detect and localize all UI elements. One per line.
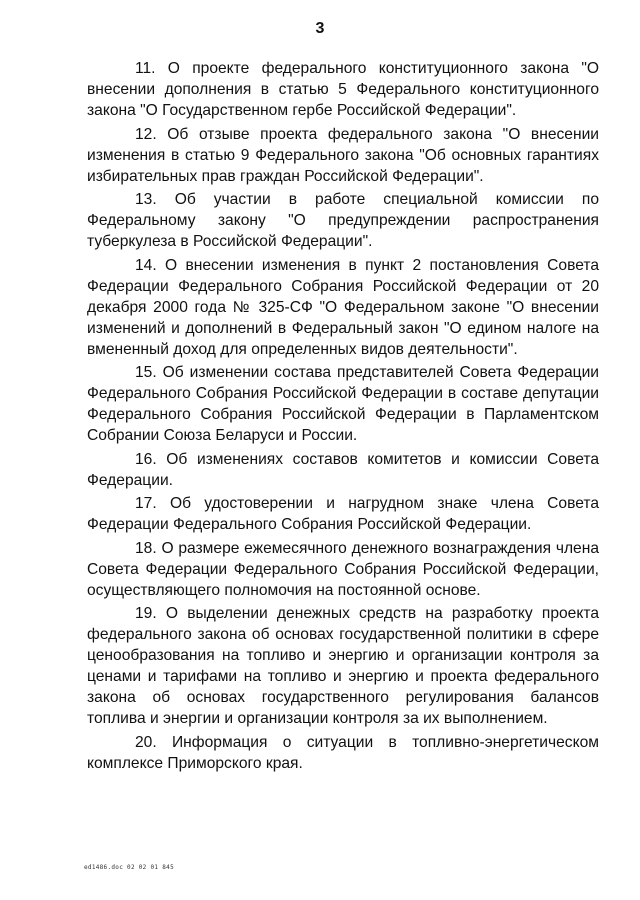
agenda-item-17: 17. Об удостоверении и нагрудном знаке члена Совета Федерации Федерального Собрания Российской Федерации. <box>87 495 599 533</box>
agenda-item-14: 14. О внесении изменения в пункт 2 постановления Совета Федерации Федерального Собрания Российской Федерации от 20 декабря 2000 года № 325-СФ "О Федеральном законе "О внесении изменений и дополнений в Федеральный закон "О едином налоге на вмененный доход для определенных видов деятельности". <box>87 256 599 358</box>
agenda-item-20: 20. Информация о ситуации в топливно-энергетическом комплексе Приморского края. <box>87 733 599 772</box>
page-number: 3 <box>315 20 325 37</box>
agenda-item-13: 13. Об участии в работе специальной комиссии по Федеральному закону "О предупреждении распространения туберкулеза в Российской Федерации". <box>87 191 599 250</box>
agenda-item-11: 11. О проекте федерального конституционного закона "О внесении дополнения в статью 5 Федерального конституционного закона "О Государственном гербе Российской Федерации". <box>87 60 599 119</box>
agenda-item-19: 19. О выделении денежных средств на разработку проекта федерального закона об основах государственной политики в сфере ценообразования на топливо и энергию и организации контроля за ценами и тарифами на топливо и энергию и проекта федерального закона об основах государственного регулирования балансов топлива и энергии и организации контроля за их выполнением. <box>87 605 599 727</box>
agenda-item-12: 12. Об отзыве проекта федерального закона "О внесении изменения в статью 9 Федерального закона "Об основных гарантиях избирательных прав граждан Российской Федерации". <box>87 125 599 185</box>
agenda-item-18: 18. О размере ежемесячного денежного вознаграждения члена Совета Федерации Федерального Собрания Российской Федерации, осуществляющего полномочия на постоянной основе. <box>87 539 599 599</box>
agenda-item-15: 15. Об изменении состава представителей Совета Федерации Федерального Собрания Российской Федерации в составе депутации Федерального Собрания Российской Федерации в Парламентском Собрании Союза Беларуси и России. <box>87 364 599 444</box>
document-footer-code: ed1486.doc 02 02 01 845 <box>84 864 174 871</box>
agenda-item-16: 16. Об изменениях составов комитетов и комиссии Совета Федерации. <box>87 450 599 489</box>
agenda-list <box>87 58 599 776</box>
